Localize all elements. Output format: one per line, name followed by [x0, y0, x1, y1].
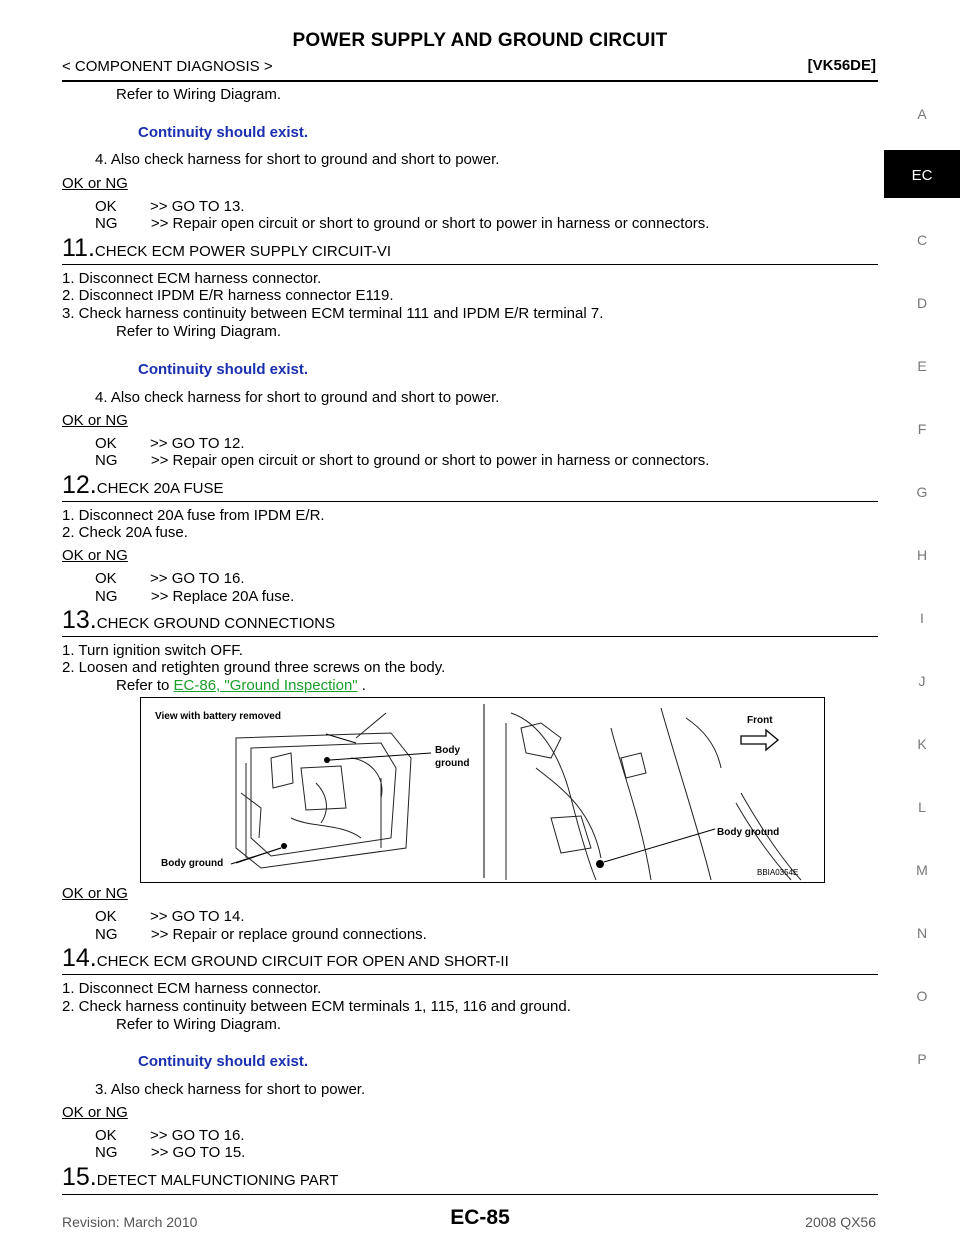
side-index-j[interactable]: J — [918, 673, 926, 689]
figure-code: BBIA0354E — [757, 868, 799, 877]
header-divider — [62, 80, 878, 82]
ng-result: NG >> Repair or replace ground connections. — [95, 926, 427, 943]
ground-location-figure — [140, 697, 825, 883]
side-index-c[interactable]: C — [916, 232, 928, 248]
step-divider — [62, 501, 878, 502]
side-index-m[interactable]: M — [916, 862, 928, 878]
text-line: 1. Disconnect ECM harness connector. — [62, 980, 322, 997]
step-label: CHECK 20A FUSE — [96, 480, 224, 497]
text-line: 3. Check harness continuity between ECM terminal 111 and IPDM E/R terminal 7. — [62, 305, 604, 322]
ng-result: NG >> Repair open circuit or short to ground or short to power in harness or connectors. — [95, 452, 710, 469]
ng-result: NG >> Repair open circuit or short to ground or short to power in harness or connectors. — [95, 215, 710, 232]
ok-or-ng-heading: OK or NG — [62, 1104, 128, 1121]
text-line: 2. Check 20A fuse. — [62, 524, 188, 541]
ok-or-ng-heading: OK or NG — [62, 547, 128, 564]
figure-body-ground-label: Body ground — [717, 827, 780, 838]
spec-text: Continuity should exist. — [138, 361, 309, 378]
step-number: 11. — [62, 234, 95, 262]
ok-result: OK >> GO TO 12. — [95, 435, 245, 452]
figure-left-title: View with battery removed — [155, 711, 281, 722]
ok-result: OK >> GO TO 13. — [95, 198, 245, 215]
step-label: CHECK GROUND CONNECTIONS — [96, 615, 336, 632]
step-divider — [62, 636, 878, 637]
side-index-e[interactable]: E — [917, 358, 927, 374]
ok-or-ng-heading: OK or NG — [62, 175, 128, 192]
model-code: [VK56DE] — [807, 57, 876, 74]
text-line: 3. Also check harness for short to power. — [95, 1081, 366, 1098]
spec-text: Continuity should exist. — [138, 124, 309, 141]
side-index-p[interactable]: P — [917, 1051, 927, 1067]
step-divider — [62, 1194, 878, 1195]
page-title: POWER SUPPLY AND GROUND CIRCUIT — [292, 30, 668, 51]
text-line: Refer to Wiring Diagram. — [116, 86, 282, 103]
page-number: EC-85 — [450, 1206, 510, 1229]
side-index-o[interactable]: O — [916, 988, 928, 1004]
step-number: 14. — [62, 944, 97, 972]
side-index-n[interactable]: N — [916, 925, 928, 941]
step-label: CHECK ECM GROUND CIRCUIT FOR OPEN AND SHORT-II — [96, 953, 509, 970]
text-line: 2. Disconnect IPDM E/R harness connector E119. — [62, 287, 394, 304]
breadcrumb: < COMPONENT DIAGNOSIS > — [62, 58, 273, 75]
text-line: Refer to Wiring Diagram. — [116, 323, 282, 340]
text-line: Refer to Wiring Diagram. — [116, 1016, 282, 1033]
step-15-heading — [62, 1163, 338, 1192]
step-label: DETECT MALFUNCTIONING PART — [96, 1172, 339, 1189]
reference-line — [116, 677, 366, 694]
side-index-f[interactable]: F — [917, 421, 927, 437]
text-line: 2. Loosen and retighten ground three screws on the body. — [62, 659, 446, 676]
step-number: 12. — [62, 471, 97, 499]
ok-result: OK >> GO TO 14. — [95, 908, 245, 925]
text-line: 1. Disconnect ECM harness connector. — [62, 270, 322, 287]
refer-text: Refer to — [116, 677, 170, 694]
step-11-heading — [62, 234, 391, 263]
side-index-h[interactable]: H — [916, 547, 928, 563]
side-index-i[interactable]: I — [920, 610, 924, 626]
figure-illustration — [141, 698, 824, 882]
step-divider — [62, 974, 878, 975]
step-14-heading — [62, 944, 509, 973]
revision-date: Revision: March 2010 — [62, 1214, 198, 1230]
side-index-d[interactable]: D — [916, 295, 928, 311]
spec-text: Continuity should exist. — [138, 1053, 309, 1070]
step-label: CHECK ECM POWER SUPPLY CIRCUIT-VI — [94, 243, 392, 260]
text-line: 1. Disconnect 20A fuse from IPDM E/R. — [62, 507, 325, 524]
period-text: . — [361, 677, 366, 694]
side-index-a[interactable]: A — [917, 106, 927, 122]
ok-result: OK >> GO TO 16. — [95, 570, 245, 587]
side-index-g[interactable]: G — [916, 484, 928, 500]
step-divider — [62, 264, 878, 265]
text-line: 4. Also check harness for short to ground and short to power. — [95, 151, 500, 168]
ok-or-ng-heading: OK or NG — [62, 412, 128, 429]
figure-body-ground-label: Body — [435, 745, 460, 756]
side-index-l[interactable]: L — [918, 799, 926, 815]
step-13-heading — [62, 606, 335, 635]
side-index-k[interactable]: K — [917, 736, 927, 752]
figure-body-ground-label: ground — [435, 758, 470, 769]
figure-body-ground-label: Body ground — [161, 858, 224, 869]
text-line: 2. Check harness continuity between ECM terminals 1, 115, 116 and ground. — [62, 998, 571, 1015]
ok-or-ng-heading: OK or NG — [62, 885, 128, 902]
ng-result: NG >> Replace 20A fuse. — [95, 588, 295, 605]
ok-result: OK >> GO TO 16. — [95, 1127, 245, 1144]
side-index-ec[interactable]: EC — [884, 150, 960, 198]
step-number: 13. — [62, 606, 97, 634]
ng-result: NG >> GO TO 15. — [95, 1144, 246, 1161]
step-12-heading — [62, 471, 223, 500]
text-line: 1. Turn ignition switch OFF. — [62, 642, 243, 659]
text-line: 4. Also check harness for short to ground and short to power. — [95, 389, 500, 406]
step-number: 15. — [62, 1163, 97, 1191]
figure-front-label: Front — [747, 715, 773, 726]
vehicle-model: 2008 QX56 — [805, 1214, 876, 1230]
ground-inspection-link[interactable]: EC-86, "Ground Inspection" — [173, 677, 358, 694]
